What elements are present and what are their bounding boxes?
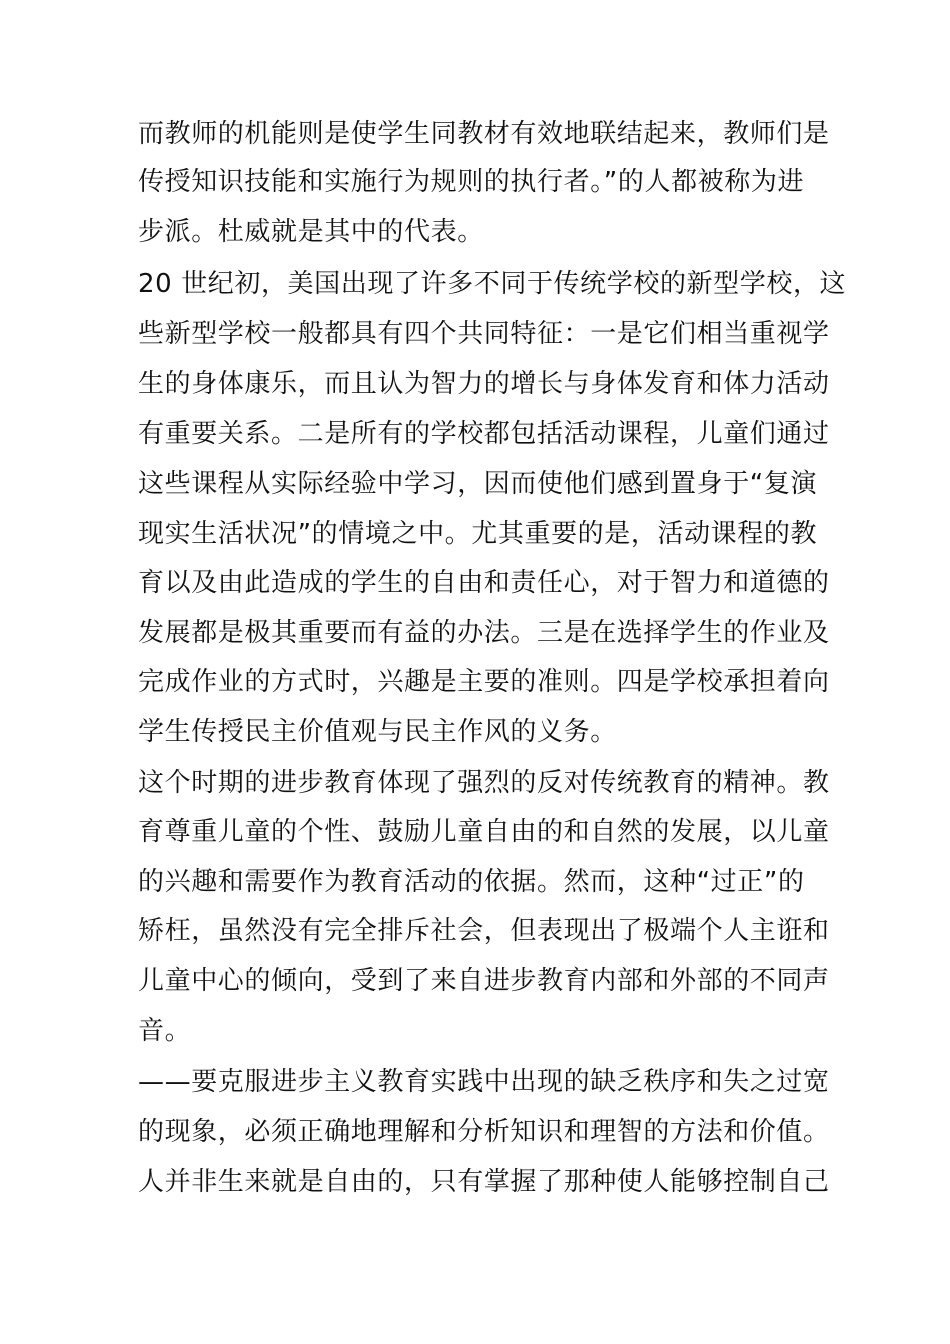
text-line: 儿童中心的倾向，受到了来自进步教育内部和外部的不同声 [138,966,830,996]
text-line: 这些课程从实际经验中学习，因而使他们感到置身于“复演 [138,469,818,499]
text-line: 的兴趣和需要作为教育活动的依据。然而，这种“过正”的 [138,867,805,897]
text-line: 的现象，必须正确地理解和分析知识和理智的方法和价值。 [138,1117,830,1147]
text-line: 音。 [138,1016,192,1046]
text-line: 完成作业的方式时，兴趣是主要的准则。四是学校承担着向 [138,667,830,697]
text-line: 步派。杜威就是其中的代表。 [138,217,484,247]
text-line: 学生传授民主价值观与民主作风的义务。 [138,717,617,747]
text-line: 些新型学校一般都具有四个共同特征：一是它们相当重视学 [138,319,830,349]
text-line: 这个时期的进步教育体现了强烈的反对传统教育的精神。教 [138,768,830,798]
text-line: 育以及由此造成的学生的自由和责任心，对于智力和道德的 [138,568,830,598]
text-line: 人并非生来就是自由的，只有掌握了那种使人能够控制自己 [138,1167,830,1197]
text-line: 育尊重儿童的个性、鼓励儿童自由的和自然的发展，以儿童 [138,817,830,847]
text-line: 生的身体康乐，而且认为智力的增长与身体发育和体力活动 [138,369,830,399]
text-line: 矫枉，虽然没有完全排斥社会，但表现出了极端个人主诳和 [138,916,830,946]
text-line: 传授知识技能和实施行为规则的执行者。”的人都被称为进 [138,167,805,197]
text-line: ——要克服进步主义教育实践中出现的缺乏秩序和失之过宽 [138,1067,830,1097]
text-line: 而教师的机能则是使学生同教材有效地联结起来，教师们是 [138,119,830,149]
text-line: 20 世纪初，美国出现了许多不同于传统学校的新型学校，这 [138,269,847,299]
text-line: 有重要关系。二是所有的学校都包括活动课程，儿童们通过 [138,419,830,449]
text-line: 现实生活状况”的情境之中。尤其重要的是，活动课程的教 [138,519,818,549]
text-line: 发展都是极其重要而有益的办法。三是在选择学生的作业及 [138,618,830,648]
